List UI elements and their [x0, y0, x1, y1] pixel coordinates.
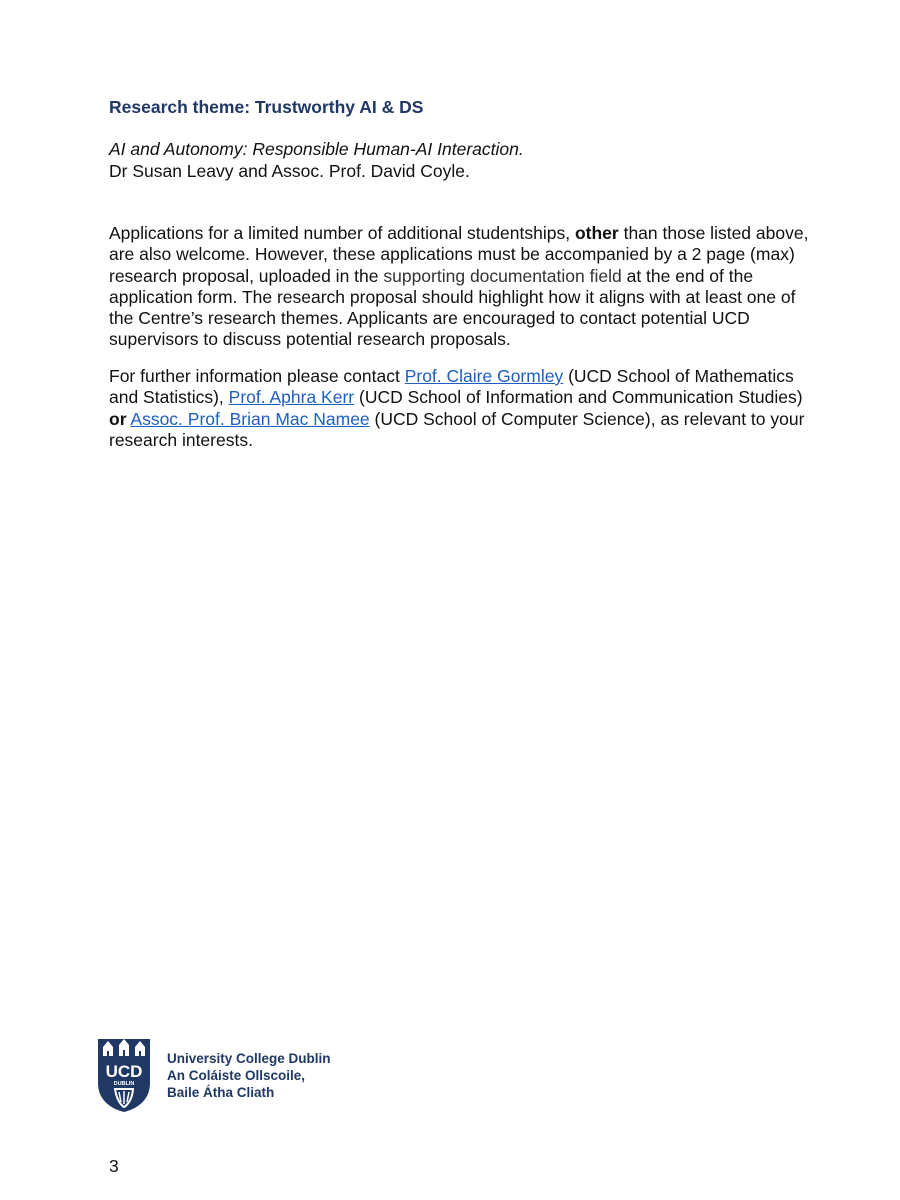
- contact-link-brian-mac-namee[interactable]: Assoc. Prof. Brian Mac Namee: [130, 408, 370, 429]
- project-entry: [109, 138, 524, 182]
- ucd-crest-icon: [97, 1037, 151, 1113]
- page-number: 3: [109, 1156, 119, 1176]
- text-span: Applications for a limited number of additional studentships,: [109, 223, 575, 243]
- text-span: For further information please contact: [109, 366, 405, 386]
- text-span: (UCD School of Information and Communication Studies): [354, 387, 803, 408]
- applications-paragraph: [109, 223, 809, 351]
- svg-text:DUBLIN: DUBLIN: [113, 1081, 135, 1087]
- emphasis-text: other: [574, 223, 619, 243]
- text-span: at the end of the application form. The research proposal should highlight how it aligns with at least one of the Centre’s research themes. Applicants are encouraged to contact potential UCD supervisors to discuss potential research proposals.: [109, 265, 796, 350]
- project-supervisors: Dr Susan Leavy and Assoc. Prof. David Coyle.: [109, 161, 470, 181]
- text-span: (UCD School of Computer Science), as relevant to your research interests.: [109, 408, 805, 450]
- university-name-line: Baile Átha Cliath: [167, 1084, 275, 1100]
- emphasis-text: or: [109, 408, 127, 429]
- section-heading: Research theme: Trustworthy AI & DS: [109, 97, 424, 117]
- footer-logo: [97, 1037, 331, 1113]
- contact-paragraph: [109, 366, 809, 451]
- university-name-line: University College Dublin: [167, 1050, 331, 1066]
- text-span: (UCD School of Mathematics and Statistics),: [109, 366, 794, 408]
- field-reference: supporting documentation field: [383, 265, 622, 286]
- contact-link-claire-gormley[interactable]: Prof. Claire Gormley: [404, 366, 564, 386]
- university-name: [167, 1050, 331, 1101]
- project-title: AI and Autonomy: Responsible Human-AI Interaction.: [109, 139, 524, 159]
- contact-link-aphra-kerr[interactable]: Prof. Aphra Kerr: [228, 387, 355, 408]
- svg-text:UCD: UCD: [105, 1062, 143, 1081]
- university-name-line: An Coláiste Ollscoile,: [167, 1067, 306, 1083]
- text-span: than those listed above, are also welcome. However, these applications must be accompanied by a 2 page (max) research proposal, uploaded in the: [109, 223, 809, 286]
